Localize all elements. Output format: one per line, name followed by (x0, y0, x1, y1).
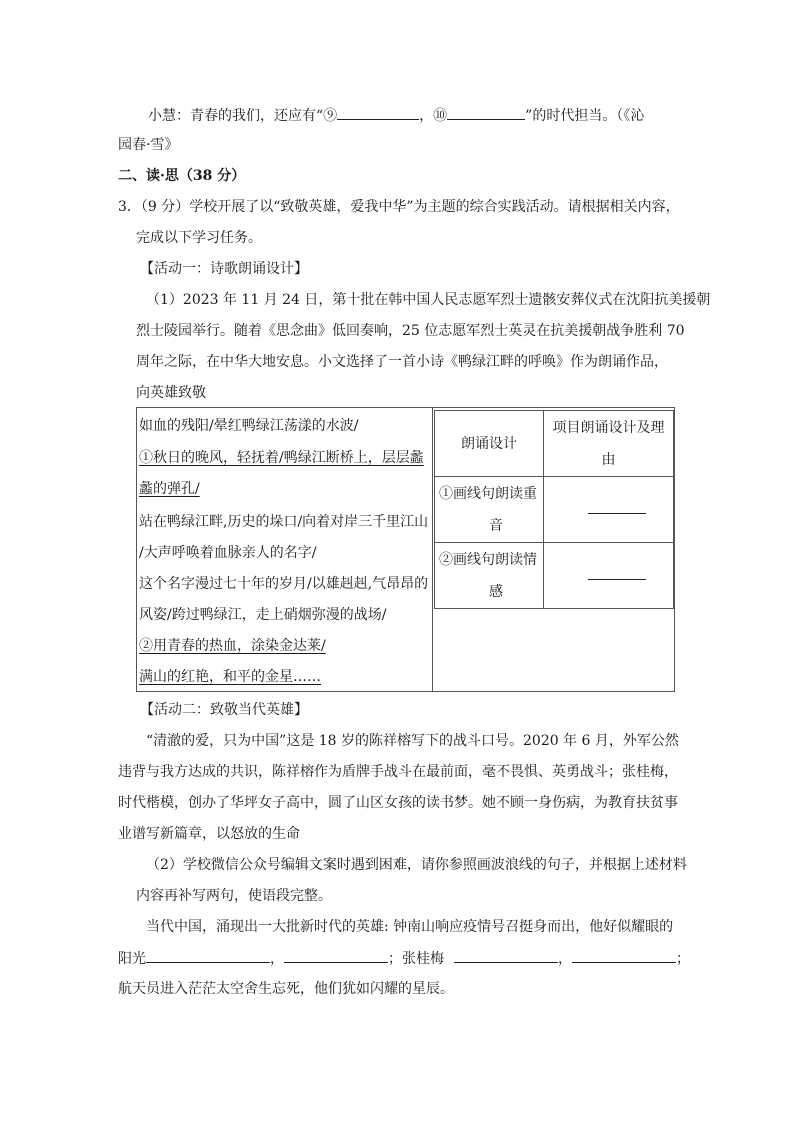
activity1-para-1: （1）2023 年 11 月 24 日，第十批在韩中国人民志愿军烈士遗骸安葬仪式在沈阳抗美援朝 (146, 292, 711, 308)
poem-line-4: 站在鸭绿江畔,历史的垛口/向着对岸三千里江山 (139, 514, 429, 530)
poem-divider (432, 408, 433, 691)
answer-text-d: ， (558, 951, 572, 967)
poem-line-8: ②用青春的热血，涂染金达莱/ (139, 638, 326, 654)
activity1-para-4: 向英雄致敬 (136, 385, 206, 401)
activity2-para-1: “清澈的爱，只为中国”这是 18 岁的陈祥榕写下的战斗口号。2020 年 6 月，外军公然 (146, 733, 679, 749)
table-cell-item (435, 543, 544, 609)
answer-blank-2[interactable] (284, 948, 388, 963)
answer-blank-10[interactable] (447, 105, 525, 120)
answer-line-3: 航天员进入茫茫太空舍生忘死，他们犹如闪耀的星辰。 (118, 981, 454, 997)
activity2-title: 【活动二：致敬当代英雄】 (140, 702, 308, 718)
table-cell-answer[interactable] (544, 477, 674, 543)
table-cell-item-a: ①画线句朗读重 (439, 485, 537, 502)
answer-blank-stress[interactable] (588, 499, 646, 514)
poem-line-3: 蠡的弹孔/ (139, 481, 200, 497)
table-cell-item-b: 感 (489, 583, 503, 600)
answer-text-b: ， (270, 951, 284, 967)
table-cell-answer[interactable] (544, 543, 674, 609)
table-cell-item-b: 音 (489, 517, 503, 534)
table-cell-item (435, 477, 544, 543)
table-header-reason: 项目朗诵设计及理由 (544, 411, 674, 477)
answer-blank-3[interactable] (454, 948, 558, 963)
intro-text-b: ，⑩ (419, 108, 448, 124)
table-row (435, 543, 674, 609)
activity1-para-2: 烈士陵园举行。随着《思念曲》低回奏响，25 位志愿军烈士英灵在抗美援朝战争胜利 70 (136, 323, 685, 339)
intro-line-1 (148, 105, 644, 126)
poem-line-5: /大声呼唤着血脉亲人的名字/ (139, 545, 317, 561)
recitation-design-table (434, 410, 674, 609)
answer-blank-emotion[interactable] (588, 565, 646, 580)
activity2-para-2: 违背与我方达成的共识，陈祥榕作为盾牌手战斗在最前面，毫不畏惧、英勇战斗；张桂梅， (118, 764, 678, 780)
intro-line-2: 园春·雪》 (118, 137, 179, 153)
answer-blank-9[interactable] (337, 105, 419, 120)
poem-line-6: 这个名字漫过七十年的岁月/以雄赳赳,气昂昂的 (139, 576, 429, 592)
answer-line-1: 当代中国，涌现出一大批新时代的英雄: 钟南山响应疫情号召挺身而出，他好似耀眼的 (146, 919, 674, 935)
activity2-para-4: 业谱写新篇章，以怒放的生命 (118, 826, 300, 842)
q3-line-2: 完成以下学习任务。 (136, 230, 262, 246)
activity2-para-3: 时代楷模，创办了华坪女子高中，圆了山区女孩的读书梦。她不顾一身伤病，为教育扶贫事 (118, 795, 678, 811)
answer-line-2 (118, 948, 690, 969)
table-header-design: 朗诵设计 (435, 411, 544, 477)
activity1-para-3: 周年之际，在中华大地安息。小文选择了一首小诗《鸭绿江畔的呼唤》作为朗诵作品， (136, 354, 668, 370)
q3-line-1: 3．（9 分）学校开展了以“致敬英雄，爱我中华”为主题的综合实践活动。请根据相关内容， (118, 199, 680, 215)
answer-blank-4[interactable] (572, 948, 676, 963)
answer-text-e: ； (676, 951, 690, 967)
q3-2-line-1: （2）学校微信公众号编辑文案时遇到困难，请你参照画波浪线的句子，并根据上述材料 (146, 857, 687, 873)
intro-text-a: 小慧：青春的我们，还应有“⑨ (148, 108, 338, 124)
table-row (435, 477, 674, 543)
answer-text-a: 阳光 (118, 951, 146, 967)
table-cell-item-a: ②画线句朗读情 (439, 551, 537, 568)
poem-line-1: 如血的残阳/晕红鸭绿江荡漾的水波/ (139, 418, 359, 434)
poem-line-2: ①秋日的晚风，轻抚着/鸭绿江断桥上，层层蠡 (139, 450, 424, 466)
activity1-title: 【活动一：诗歌朗诵设计】 (140, 261, 308, 277)
poem-line-7: 风姿/跨过鸭绿江，走上硝烟弥漫的战场/ (139, 607, 387, 623)
intro-text-c: ”的时代担当。（《沁 (525, 108, 645, 124)
answer-text-c: ；张桂梅 (388, 951, 444, 967)
section-heading: 二、读·思（38 分） (118, 168, 246, 184)
q3-2-line-2: 内容再补写两句，使语段完整。 (136, 888, 332, 904)
answer-blank-1[interactable] (146, 948, 270, 963)
poem-line-9: 满山的红艳，和平的金星…… (139, 669, 321, 685)
